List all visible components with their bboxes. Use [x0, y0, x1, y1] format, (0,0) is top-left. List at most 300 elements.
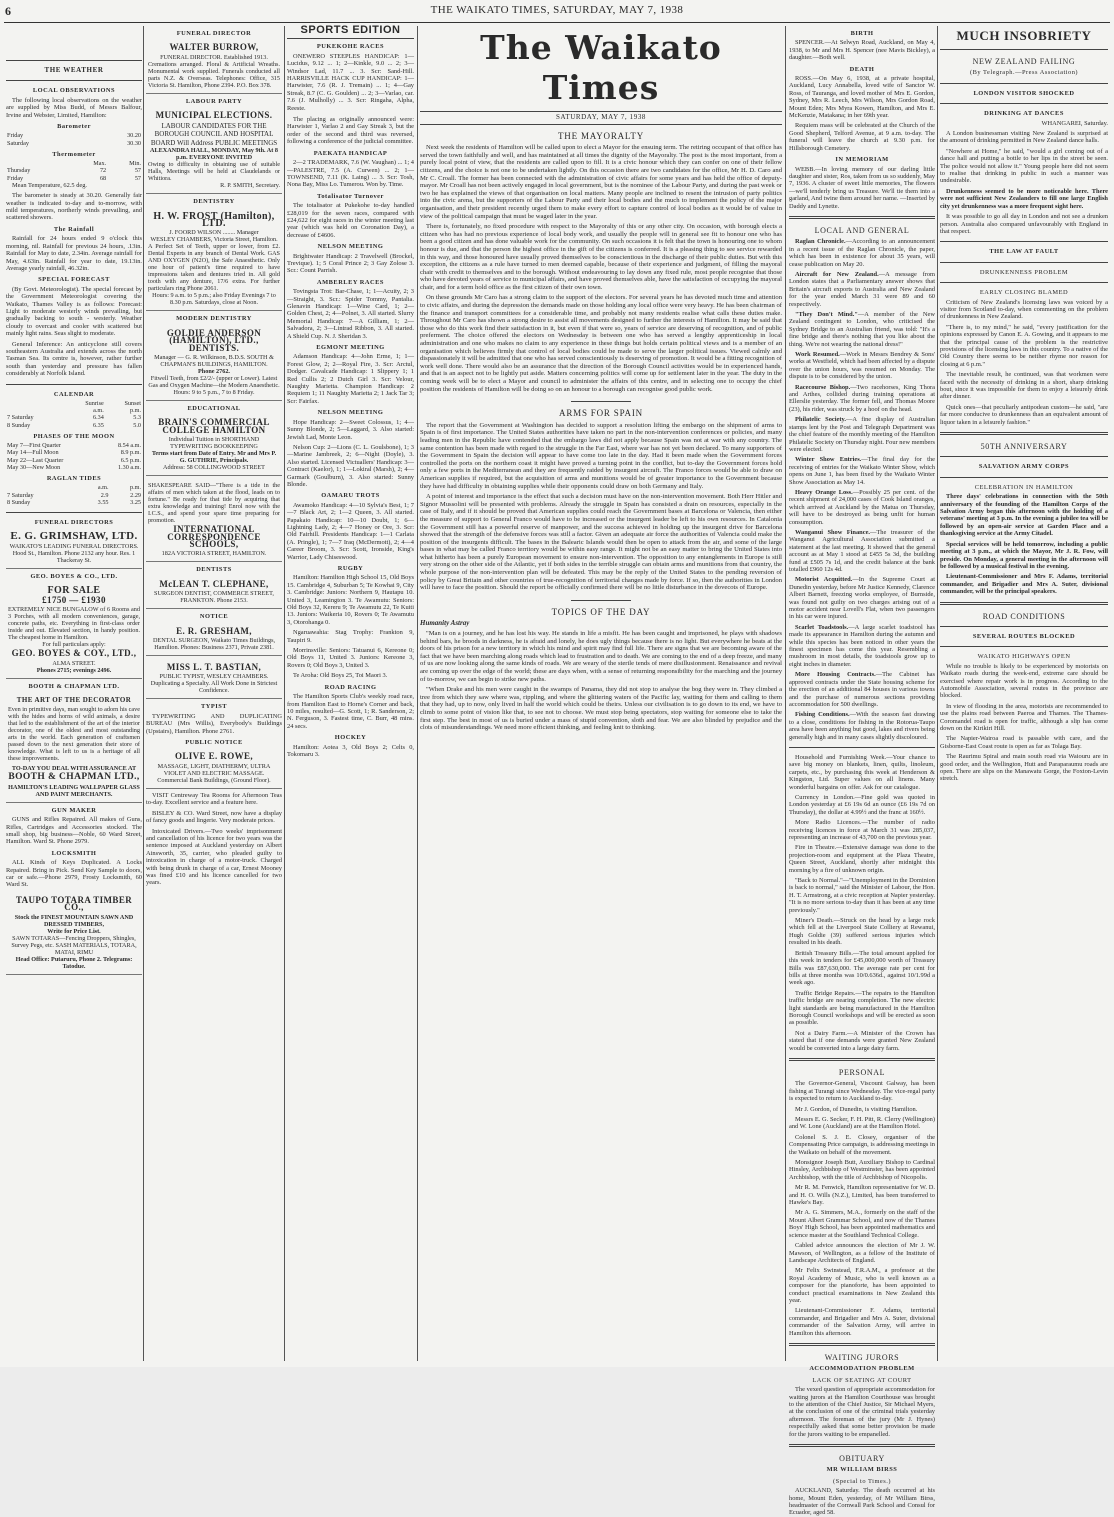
local-item-lead: Philatelic Society.	[795, 416, 846, 424]
table-cell: 2.29	[130, 491, 141, 499]
jurors-subheading: ACCOMMODATION PROBLEM	[809, 1365, 915, 1373]
road-paragraph: The Raurimu Spiral and main south road via Waiouru are in good order, and the Wellington, Hutt and Paraparaumu roads are open. There are slips on the Manawatu Gorge, the Foxton-Levin stretch.	[940, 753, 1108, 783]
divider	[6, 80, 142, 81]
pukekohe-heading: PUKEKOHE RACES	[316, 43, 385, 51]
divider	[940, 262, 1108, 263]
divider	[6, 384, 142, 385]
personal-paragraph: Mr J. Gordon, of Dunedin, is visiting Hamilton.	[795, 1105, 918, 1113]
celebration-heading: CELEBRATION IN HAMILTON	[974, 483, 1074, 491]
local-item-lead: Scarlet Toadstools.	[795, 623, 849, 631]
table-row	[6, 457, 142, 464]
tides-heading: RAGLAN TIDES	[46, 475, 102, 483]
te-aroha-results: Te Aroha: Old Boys 25, Toi Maori 3.	[293, 672, 388, 680]
jurors-heading: WAITING JURORS	[824, 1352, 900, 1362]
table-row	[6, 400, 142, 407]
rowe-text: MASSAGE, LIGHT, DIATHERMY, ULTRA VIOLET AND ELECTRIC MASSAGE. Commercial Bank Buildings, (Ground Floor).	[157, 762, 271, 784]
local-item-text: —In the Supreme Court at Dunedin yesterday, before Mr Justice Kennedy, Clarence Albert Barnett, freezing works employee, of Burnside, was found not guilty on two charges arising out of a motor accident near Lovell's Flat, when two passengers in his car were injured.	[789, 576, 935, 621]
table-cell: Friday	[7, 174, 24, 182]
local-item	[789, 271, 935, 308]
routes-blocked-heading: SEVERAL ROUTES BLOCKED	[972, 632, 1076, 640]
local-item-lead: Fishing Conditions.	[795, 711, 850, 719]
egmont-results: Adamson Handicap: 4—John Erme, 1; 1—Forest Glow, 2; 2—Royal Fire, 3. Scr: Arctul, Dodger. Cavalcade Handicap: 1 Slippery 1; 1 Red Cullis 2; 2 Dutch Girl 3. Scr: Velour, Naughty Marietta. Champion Handicap: 2 Requiem 1; 11 Naughty Marietta 2; 1 Jack Tar 3; Scr: Fairfax.	[287, 353, 414, 405]
local-item-lead: Winter Show Entries.	[795, 456, 862, 464]
thermometer-table	[6, 160, 142, 182]
table-row	[6, 167, 142, 174]
tides-table	[6, 484, 142, 506]
column-rule	[937, 26, 938, 1361]
local-item-lead: Heavy Orange Loss.	[795, 488, 853, 496]
nelson-meeting-heading: NELSON MEETING	[317, 409, 384, 417]
table-cell: 68	[99, 174, 107, 182]
municipal-note: Owing to difficulty in obtaining use of suitable Halls, Meetings will be held at Claudelands or Whitiora.	[148, 161, 280, 183]
amberley-heading: AMBERLEY RACES	[317, 278, 384, 286]
burrow-ad	[146, 39, 282, 93]
table-cell: 5.3	[133, 414, 141, 422]
table-cell: May 7—First Quarter	[7, 442, 61, 450]
column-header: Sunset	[124, 400, 141, 408]
table-cell: 5.0	[133, 421, 141, 429]
currency-item: Currency in London.—Fine gold was quoted in London yesterday at £6 19s 6d an ounce (£6 19s 7d on Thursday), the dollar at 4.99½ and the franc at 160½.	[789, 793, 935, 816]
road-racing-text: The Hamilton Sports Club's weekly road race, from Hamilton East to Horne's Corner and back, 10 miles, resulted—G. Scott, 1; R. Sanderson, 2; N. Ferguson, 3. Fastest time, C. Burr, 48 mins. 24 secs.	[287, 693, 414, 730]
divider	[6, 512, 142, 513]
table-row	[6, 414, 142, 421]
grimshaw-ad	[6, 528, 142, 568]
local-item	[789, 351, 935, 381]
personal-paragraph: Lieutenant-Commissioner F. Adams, territorial commander, and Brigadier and Mrs A. Suter, divisional commander of the Salvation Army, will arrive in Hamilton this afternoon.	[789, 1307, 935, 1337]
table-cell: May 30—New Moon	[7, 463, 61, 471]
fire-item: Fire in Theatre.—Extensive damage was done to the projection-room and equipment at the Plaza Theatre, Queen Street, Auckland, shortly after midnight this morning by a fire of unknown origin.	[789, 844, 935, 874]
table-cell: 30.20	[127, 132, 141, 140]
mayoralty-heading: THE MAYORALTY	[558, 130, 644, 141]
municipal-title: MUNICIPAL ELECTIONS.	[155, 110, 273, 121]
local-item-text: —The Cabinet has approved contracts under the State housing scheme for the erection of an additional 84 houses in various towns and the purchase of numerous sections providing accommodation for 500 dwellings.	[789, 671, 935, 708]
divider	[940, 241, 1108, 242]
road-paragraph: In view of flooding in the area, motorists are recommended to use the plains road between Paeroa and Thames. The Thames-Coromandel road is open for traffic, although a slip has come down on the Kirikiri Hill.	[940, 702, 1108, 732]
column-sports	[287, 26, 414, 1361]
road-conditions-heading: ROAD CONDITIONS	[982, 611, 1066, 621]
general-inference-text: General Inference: An anticyclone still covers southeastern Australia and extends across the north Tasman Sea. Its centre is, however, rather further south than yesterday and pressure has fallen considerably at Norfolk Island.	[6, 340, 142, 378]
thermometer-label: Thermometer	[52, 150, 96, 158]
divider	[571, 401, 631, 402]
morrinsville-results: Morrinsville: Seniors: Tatuanui 6, Kereone 0; Old Boys 11, United 3. Juniors: Kereone 3, Rovers 0; Old Boys 3, United 3.	[287, 647, 414, 669]
table-row	[6, 449, 142, 456]
failing-heading: NEW ZEALAND FAILING	[972, 57, 1076, 66]
grimshaw-name: E. G. GRIMSHAW, LTD.	[10, 530, 138, 543]
personal-paragraph: Mr R. M. Fenwick, Hamilton representative for W. D. and H. O. Wills (N.Z.), Limited, has been transferred to Hawke's Bay.	[789, 1184, 935, 1207]
typist-heading: TYPIST	[200, 703, 228, 711]
right-stack	[940, 28, 1108, 783]
column-header: a.m.	[93, 407, 104, 415]
local-item-lead: Wanganui Show Finance.	[795, 528, 871, 536]
local-item-lead: Aircraft for New Zealand.	[795, 270, 879, 278]
municipal-text: LABOUR CANDIDATES FOR THE BOROUGH COUNCIL AND HOSPITAL BOARD Will Address PUBLIC MEETINGS	[150, 121, 278, 147]
gresham-text: DENTAL SURGEON, Waikato Times Buildings, Hamilton. Phones: Business 2371, Private 2381.	[152, 637, 276, 652]
death-notice: ROSS.—On May 6, 1938, at a private hospital, Auckland, Lucy Annabella, loved wife of Sanctor W. Ross, of Tauranga, and loved mother of Mrs E. Gordon, Sydney, Mrs R. Leech, Mrs Wilson, Mrs Gordon Road, Mount Eden; Mrs Myra Kowen, Hamilton, and Mrs E. McKenzie, Matakana; in her 69th year.	[789, 75, 935, 120]
obituary-special: (Special to Times.)	[833, 1477, 891, 1485]
barometer-table	[6, 132, 142, 146]
divider	[571, 600, 631, 601]
shakespeare-text: SHAKESPEARE SAID—"There is a tide in the affairs of men which taken at the flood, leads on to fortune." Be ready for that tide by acquiring that extra knowledge and training! Enrol now with the I.C.S., and spend your spare time preparing for promotion.	[148, 482, 280, 525]
divider	[940, 646, 1108, 647]
forecast-text: (By Govt. Meteorologist). The special forecast by the Government Meteorologist covering the Waikato, Thames Valley is as follows: Forecast: Light to moderate westerly winds prevailing, but gradually backing to south - westerly. Weather cloudy to overcast and cooler with scattered but mainly light rains. Seas slight to moderate.	[6, 285, 142, 338]
burrow-subtitle: FUNERAL DIRECTOR. Established 1913.	[160, 53, 268, 61]
column-header: p.m.	[129, 484, 141, 492]
gresham-name: E. R. GRESHAM,	[176, 625, 252, 636]
clephane-name: McLEAN T. CLEPHANE,	[159, 578, 269, 589]
jurors-text: The vexed question of appropriate accommodation for waiting jurors at the Hamilton Courthouse was brought to the attention of the Chief Justice, Sir Michael Myers, at the conclusion of one of the criminal trials yesterday afternoon. The foreman of the jury (Mr J. Hynes) respectfully asked that some better provision be made for the jurors waiting to be empanelled.	[789, 1386, 935, 1438]
failing-byline: (By Telegraph.—Press Association)	[969, 69, 1079, 77]
table-cell: Saturday	[7, 139, 29, 147]
local-item-text: —Possibly 25 per cent. of the recent shipment of 24,000 cases of Cook Island oranges, which arrived at Auckland by the Matua on Thursday, will have to be destroyed as being unfit for human consumption.	[789, 488, 935, 526]
dances-paragraph: "Nowhere at Home," he said, "would a girl coming out of a dance hall and putting a bottle to her lips in the street be seen. The police would not allow it." Young people here did not seem to realise that drinking in public in such a manner was undesirable.	[940, 147, 1108, 185]
table-cell: 30.30	[127, 139, 141, 147]
rainfall-text: Rainfall for 24 hours ended 9 o'clock this morning, nil. Rainfall for previous 24 hours, .13in. Rainfall for May to date, 2.34in. Average rainfall for May, 4.63in. Rainfall for year to date, 19.13in. Average yearly rainfall, 46.32in.	[6, 235, 142, 272]
table-cell: Thursday	[7, 167, 31, 175]
dances-heading: DRINKING AT DANCES	[984, 110, 1064, 118]
educational-heading: EDUCATIONAL	[187, 404, 241, 412]
birth-heading: BIRTH	[850, 30, 874, 37]
for-sale-price: £1750 — £1930	[42, 594, 106, 605]
divider	[940, 456, 1108, 457]
table-cell: May 14—Full Moon	[7, 449, 59, 457]
mayoralty-paragraph: Next week the residents of Hamilton will be called upon to elect a Mayor for the ensuing term. The retiring occupant of that office has served the town faithfully and well, and has maintained at all times the dignity of the Mayoralty. The post is the most important, from a purely local point of view, that the residents are called upon to fill. It is a civic honour which they can confer on one of their fellow citizens, and the choice is not one to be undertaken lightly. On this occasion there are two candidates for the office, Mr H. D. Caro and Mr C. Croall. The former has been connected with the administration of civic affairs for some years and has held the office of deputy-mayor. Mr Croall has not been actively engaged in local government, but is the nominee of the Labour Party, and during the past week or two he has explained the views of that organisation on local matters. Many people are inclined to resent the intrusion of party politics into the civic arena, but the supporters of the Labour Party and their local bodies and the much to implement the policy of the major organisation, and their president recently urged them to make every effort to capture control of local bodies as it would be of value in view of the political campaign that must be waged later in the year.	[420, 144, 782, 220]
death-heading: DEATH	[849, 65, 875, 73]
local-item-lead: Racecourse Bishop.	[795, 383, 851, 391]
topics-paragraph: "Man is on a journey, and he has lost his way. He stands in life a misfit. He has been caught and imprisoned, he plays with shadows behind bars, he broods in darkness, he is afraid and lonely, he does ugly things because there is no light. But everywhere he beats at the doors of his prison for a new territory in which his mind and spirit may find full life. There are signs that we are becoming aware of the fact that we have been marching along roads which lead to frustration and to death. We are coming to the end of a deep freeze, and many of us are now looking along the same kinds of roads. We are weary of the sterile tends of mere disillusionment. Renaissance and revival are coming up over the edge of the world; these are days when, with a sense of returning responsibility for the marching and the journey of to-morrow, we can begin to strike new paths.	[420, 630, 782, 683]
column-header: Sunrise	[85, 400, 104, 408]
egmont-heading: EGMONT MEETING	[316, 344, 385, 352]
death-service: Requiem mass will be celebrated at the Church of the Good Shepherd, Telford Avenue, at 9 a.m. to-day. The funeral will leave the church at 9.30 p.m. for Hillsborough Cemetery.	[789, 122, 935, 152]
local-item-text: —Two racehorses, King Thora and Arthes, collided during training operations at Ellerslie yesterday. The former fell, and Thomas Moore (23), his rider, was struck by a hoof on the head.	[789, 383, 935, 413]
mayoralty-paragraph: There is, fortunately, no fixed procedure with respect to the Mayoralty of this or any other city. On occasion, with borough elects a citizen who has had no previous experience of local body work, and usually the people will in general see fit to honour one who has been a good citizen and has done valuable work for the community. On such occasions it is felt that the town is honouring one to whom honour is due, and that the person the highest office in the gift of the citizens is conferred. It is a pleasing thing to see service rewarded in this way, and those honoured have usually proved themselves to be conscientious in the discharge of their public duties. But with this exception, the citizens as a rule have turned to men deemed capable, because of their experience and judgment, of filling the mayoral chair with credit to themselves and to the borough. Without endeavouring to lay down any fixed rule, most people recognise that those who have devoted years of service to municipal affairs, and have proved themselves able, have the satisfaction of occupying the mayoral chair, and for a term hold office as the first citizen of their own town.	[420, 223, 782, 291]
masthead: The Waikato Times	[480, 28, 722, 107]
obituary-name: MR WILLIAM BIRSS	[826, 1466, 898, 1474]
frost-name: H. W. FROST (Hamilton), LTD.	[153, 210, 275, 229]
rowe-name: OLIVE E. ROWE,	[174, 751, 254, 762]
table-cell: 72	[99, 167, 107, 175]
closing-heading: EARLY CLOSING BLAMED	[979, 289, 1069, 297]
divider	[940, 49, 1108, 50]
burrow-name: WALTER BURROW,	[169, 42, 259, 53]
jurors-subheading-2: LACK OF SEATING AT COURT	[812, 1376, 912, 1384]
locksmith-text: ALL Kinds of Keys Duplicated. A Locks Repaired. Bring in Pick. Send Key Sample to doors, car or safe.—Phone 2979, Frosty Locksmith, 60 Ward St.	[6, 859, 142, 889]
anniversary-paragraph: Special services will be held tomorrow, including a public meeting at 3 p.m., at which the Mayor, Mr J. R. Fow, will preside. On Monday, a general meeting in the afternoon will be followed by a musical festival in the evening.	[940, 540, 1108, 570]
intoxicated-drivers-text: Intoxicated Drivers.—Two weeks' imprisonment and cancellation of his licence for two years was the sentence imposed at Auckland yesterday on Albert Ainsworth, 35, carrier, who pleaded guilty to intoxication in charge of a motor-truck. Charged with being drunk in charge of a car, Ernest Mooney was fined £10 and his licence cancelled for two years.	[146, 827, 282, 887]
frost-manager: J. FOORD WILSON ........ Manager	[169, 229, 259, 237]
frost-ad	[146, 208, 282, 312]
ics-address: 182A VICTORIA STREET, HAMILTON.	[161, 550, 267, 558]
brain-text: Individual Tuition in SHORTHAND TYPEWRITING BOOKKEEPING	[168, 436, 260, 451]
paekata-results: 2—2 TRADEMARK, 7.6 (W. Vaughan) ... 1; 4—PALESTRE, 7.5 (A. Curwen) ... 2; 1—TOWNSEND, 7.11 (K. Laing) ... 3. Scr: Tosh, Nona Bay, Miss Lo. Tumerou. Won by. Time.	[287, 159, 414, 189]
divider	[789, 747, 935, 748]
gun-maker-text: GUNS and Rifles Repaired. All makes of Guns, Rifles, Cartridges and Accessories stocked. The small shop, big business—Noble, 60 Ward Street, Hamilton. Ward St. Phone 2979.	[6, 816, 142, 846]
drunkenness-heading: DRUNKENNESS PROBLEM	[979, 268, 1069, 276]
divider	[789, 216, 935, 219]
moon-table	[6, 442, 142, 471]
decorator-call: TO-DAY YOU DEAL WITH ASSURANCE AT	[11, 765, 137, 773]
local-item	[789, 384, 935, 414]
local-item-text: —With the season fast drawing to a close, conditions for fishing in the Rotorua-Taupo area have been anything but good, lakes and rivers being generally high and in many cases slightly discoloured.	[789, 711, 935, 741]
table-row	[6, 464, 142, 471]
local-item	[789, 576, 935, 620]
hockey-results: Hamilton: Aotea 3, Old Boys 2; Celts 0, Tokomaru 3.	[287, 743, 414, 758]
personal-paragraph: Cabled advice announces the election of Mr J. W. Mawson, of Wellington, as a fellow of the Institute of Landscape Architects of England.	[789, 1242, 935, 1264]
divider	[940, 282, 1108, 283]
local-item	[789, 311, 935, 348]
visit-notice: VISIT Centreway Tea Rooms for Afternoon Teas to-day. Excellent service and a feature here.	[146, 791, 282, 807]
bastian-ad	[146, 659, 282, 699]
for-sale-text: EXTREMELY NICE BUNGALOW of 6 Rooms and 3 Porches, with all modern conveniences, garage, concrete paths, etc. Everything in first-class order inside and out. Elevated section, in handy position. The cheapest home in Hamilton.	[8, 606, 140, 642]
local-item-text: —Work in Messrs Bendrey & Sons' works at Westfield, which had been affected by a dispute over the union hours, was resumed on Monday. The dispute is to be considered by the union.	[789, 351, 936, 381]
header-rule	[4, 22, 1110, 23]
table-cell: 8 Sunday	[7, 498, 31, 506]
locksmith-heading: LOCKSMITH	[51, 849, 97, 857]
column-rule	[417, 26, 418, 1361]
local-item-lead: Work Resumed.	[795, 351, 840, 359]
road-paragraph: While no trouble is likely to be experienced by motorists on Waikato roads during the week-end, extreme care should be exercised where repair work is in progress. According to the Automobile Association, several routes in the province are blocked.	[940, 662, 1108, 700]
column-header: a.m.	[97, 484, 109, 492]
booth-small-heading: BOOTH & CHAPMAN LTD.	[28, 682, 120, 690]
nelson-meeting-results: Hope Handicap: 2—Sweet Colossus, 1; 4—Sunny Blonde, 2; 5—Laggard, 3. Also started: Jewish Lad, Monte Leon.	[287, 418, 414, 441]
local-observations-text: The following local observations on the weather are supplied by Miss Budd, of Messrs Balfour, Irvine and Webster, Limited, Hamilton:	[6, 96, 142, 119]
divider	[940, 83, 1108, 84]
table-cell: 3.55	[97, 498, 109, 506]
table-row	[6, 407, 142, 414]
rowe-ad	[146, 748, 282, 788]
oamaru-heading: OAMARU TROTS	[321, 492, 380, 500]
burrow-text: Cremations arranged. Floral & Artificial Wreaths. Monumental work supplied. Funerals conducted all parts N.Z. & Overseas. Telephones: Office, 315 Victoria St. Hamilton, Phone 2394. P.O. Box 378.	[148, 60, 280, 89]
for-sale-ad	[6, 582, 142, 678]
labour-party-heading: LABOUR PARTY	[185, 97, 243, 105]
anniversary-heading: 50TH ANNIVERSARY	[980, 442, 1068, 452]
paekata-heading: PAEKATA HANDICAP	[313, 149, 388, 157]
timber-price-list: Write for Price List.	[47, 927, 101, 935]
local-item-text: —According to an announcement in a recent issue of the Raglan Chronicle, the paper, which has been in existence for about 35 years, will cease publication on May 20.	[789, 238, 935, 268]
municipal-venue: ALEXANDRA HALL, MONDAY, May 9th. At 8 p.m. EVERYONE INVITED	[150, 147, 278, 162]
weather-heading: THE WEATHER	[44, 66, 104, 74]
personal-paragraph: Mr Felix Swinstead, F.R.A.M., a professor at the Royal Academy of Music, who is well known as a composer for the pianoforte, has been appointed to conduct practical examinations in New Zealand this year.	[789, 1267, 935, 1304]
table-cell: 6.34	[92, 414, 104, 422]
table-row	[6, 492, 142, 499]
modern-dentistry-heading: MODERN DENTISTRY	[176, 315, 252, 323]
column-header: Max.	[93, 160, 107, 168]
local-item-text: —A fine display of Australian stamps lent by the Post and Telegraph Department was the chief feature of the monthly meeting of the Hamilton Philatelic Society on Thursday night. Four new members were elected.	[789, 416, 936, 453]
household-notice: Household and Furnishing Week.—Your chance to save big money on blankets, linen, quilts, linoleum, carpets, etc., by purchasing this week at Henderson & Kingston, Ltd. Super values on all linens. Many wonderful bargains on offer. Ask for our catalogue.	[789, 753, 935, 791]
local-item-lead: More Housing Contracts.	[795, 671, 876, 679]
local-item	[789, 671, 935, 708]
radio-item: More Radio Licences.—The number of radio receiving licences in force at March 31 was 285,037, representing an increase of 43,700 on the previous year.	[789, 819, 935, 841]
closing-paragraph: "There is, to my mind," he said, "every justification for the opinions expressed by Canon E. A. Gowing, and it appears to me that the principal cause of the problem is the restrictive provisions of the licensing laws in this country. To a native of the Old Country there seems to be neither rhyme nor reason for closing at 6 p.m."	[940, 323, 1108, 368]
divider	[940, 432, 1108, 435]
miner-item: Miner's Death.—Struck on the head by a large rock which fell at the Liverpool State Colliery at Rewanui, Hugh Goldie (39) suffered serious injuries which resulted in his death.	[789, 917, 935, 947]
road-racing-heading: ROAD RACING	[324, 683, 377, 691]
table-cell: 8 Sunday	[7, 421, 31, 429]
anderson-more: Fitwell Teeth, from £2/2/- (upper or Lower). Latest Gas and Oxygen Machine—the Modern Anaesthetic.	[148, 374, 280, 389]
divider	[789, 1058, 935, 1061]
anniversary-paragraph: Lieutenant-Commissioner and Mrs F. Adams, territorial commander, and Brigadier and Mrs A. Suter, divisional commander, will be the principal speakers.	[940, 573, 1108, 596]
anderson-phone: Phone 2762.	[198, 367, 230, 375]
traffic-item: Traffic Bridge Repairs.—The repairs to the Hamilton traffic bridge are nearing completion. The new electric light standards are being manufactured in the Hamilton Borough Council workshops and will be erected as soon as possible.	[789, 989, 935, 1027]
gun-maker-heading: GUN MAKER	[51, 806, 97, 814]
forecast-heading: SPECIAL FORECAST	[38, 276, 110, 284]
anderson-ad	[146, 325, 282, 401]
personal-paragraph: Mr A. G. Simmers, M.A., formerly on the staff of the Mount Albert Grammar School, and now of the Thames Boys' High School, has been appointed mathematics and science master at the Southland Technical College.	[789, 1209, 935, 1239]
municipal-ad	[146, 107, 282, 194]
frost-text: A Perfect Set of Teeth, upper or lower, from £2. Dental Experts in any branch of Dental Work. GAS AND OXYGEN (N2O), the Safe Anaesthetic. Only one hour of patient's time required to have impressions taken and dentures tried in. All gold tooth with any denture, 17/6 extra. For further particulars ring Phone 2061.	[148, 243, 280, 293]
divider	[940, 626, 1108, 627]
grimshaw-text: WAIKATO'S LEADING FUNERAL DIRECTORS. Hood St., Hamilton. Phone 2132 any hour. Res. 1 Thackeray St.	[9, 542, 139, 564]
hockey-heading: HOCKEY	[334, 734, 367, 742]
visitor-heading: LONDON VISITOR SHOCKED	[973, 89, 1075, 97]
divider	[940, 103, 1108, 104]
column-advertisements	[146, 26, 282, 1361]
obituary-heading: OBITUARY	[839, 1454, 885, 1464]
totalisator-text: The totalisator at Pukekohe to-day handled £28,019 for the seven races, compared with £24,622 for eight races in the winter meeting last year (which was held on Coronation Day), a decrease of £4606.	[287, 202, 414, 239]
divider	[6, 60, 142, 61]
clephane-ad	[146, 576, 282, 609]
bastian-name: MISS L. T. BASTIAN,	[166, 662, 262, 673]
table-row	[6, 132, 142, 139]
insobriety-heading: MUCH INSOBRIETY	[956, 28, 1092, 43]
table-cell: 8.9 p.m.	[120, 449, 141, 457]
local-item-text: —The final day for the receiving of entries for the Waikato Winter Show, which opens on June 1, has been fixed by the Waikato Winter Show Association as May 14.	[789, 456, 935, 486]
booth-tagline: HAMILTON'S LEADING WALLPAPER GLASS AND PAINT MERCHANTS.	[8, 783, 140, 798]
divider	[940, 602, 1108, 605]
local-item	[789, 624, 935, 668]
column-weather	[6, 26, 142, 1361]
calendar-heading: CALENDAR	[53, 390, 95, 398]
column-rule	[284, 26, 285, 1361]
amberley-results: Tovingsta Trot: Bar-Chase, 1; 1—Acuity, 2; 3—Straight, 3. Scr.: Spider Tommy, Pantalia. Glenavin Handicap: 1—Wine Card, 1; 2—Golden Chest, 2; 4—Polnet, 3. All started. Slurry Memorial Handicap: 7—A Gilliam, 1; 2—Salvadora, 2; 3—Lintrad Ribbon, 3. All started. A Shield Cup. N. J. Sheridan 3.	[287, 288, 414, 340]
booth-name: BOOTH & CHAPMAN LTD.,	[8, 772, 140, 783]
table-cell: 8.54 a.m.	[117, 442, 141, 450]
divider	[940, 477, 1108, 478]
mean-temperature: Mean Temperature, 62.5 deg.	[12, 181, 88, 189]
bastian-text: PUBLIC TYPIST, WESLEY CHAMBERS. Duplicating a Specialty. All Work Done in Strictest Confidence.	[150, 673, 278, 695]
brain-college-ad	[146, 414, 282, 476]
local-item	[789, 456, 935, 486]
for-sale-heading: FOR SALE	[47, 585, 101, 597]
nelson-results: Brightwater Handicap: 2 Travelwell (Brockel, Trevique). 1; 5 Coral Prince 2; 3 Gay Zolose 3. Scr.: Count Parrish.	[287, 252, 414, 275]
local-item	[789, 489, 935, 526]
ngaruawahia-results: Ngaruawahia: Stag Trophy: Frankton 9, Taupiri 9.	[287, 629, 414, 644]
decorator-text: Even in primitive days, man sought to adorn his cave with the hides and horns of wild animals, a desire that led to the establishment of the art of the interior decorator, one of the oldest and most outstanding arts in the world. Each generation of craftsmen passed down to the next generation their store of knowledge. What is left to us is a heritage of all these improvements.	[8, 706, 140, 763]
table-cell: 57	[134, 167, 141, 175]
running-title: THE WAIKATO TIMES, SATURDAY, MAY 7, 1938	[430, 4, 684, 16]
local-item-lead: Raglan Chronicle.	[795, 238, 846, 246]
barometer-note: The barometer is steady at 30.20. Generally fair weather is indicated to-day and to-morrow, with mild temperatures, northerly winds prevailing, and scattered showers.	[6, 192, 142, 222]
memoriam-notice: WEBB.—In loving memory of our darling little daughter and sister, Ros, taken from us so suddenly, May 7, 1936. A cluster of sweet little memories, The flowers—we'll tenderly bring us Treasure. We'll tie them into a garland, And twine them around her name. —Inserted by Daddy and Lynette.	[789, 165, 935, 210]
clephane-text: SURGEON DENTIST, COMMERCE STREET, FRANKTON. Phone 2153.	[154, 590, 274, 605]
dances-paragraph: It was possible to go all day in London and not see a drunken person. Australia also compared unfavourably with England in that respect.	[940, 213, 1108, 235]
memoriam-heading: IN MEMORIAM	[835, 156, 889, 164]
nelson-heading: NELSON MEETING	[317, 243, 384, 251]
local-item	[789, 416, 935, 453]
closing-paragraph: Quick ones—that peculiarly antipodean custom—he said, "are far more conducive to drunkenness than an equivalent amount of liquor taken in a leisurely fashion."	[940, 403, 1108, 426]
personal-paragraph: Colonel S. J. E. Closey, organiser of the Compensating Price campaign, is addressing meetings in the Waikato on behalf of the movement.	[789, 1133, 935, 1156]
dances-dateline: WHANGAREI, Saturday.	[1041, 119, 1108, 127]
law-at-fault-heading: THE LAW AT FAULT	[989, 248, 1059, 256]
typist-text: TYPEWRITING AND DUPLICATING BUREAU (Mrs Willis), Everybody's Buildings (Upstairs), Hamilton. Phone 2761.	[146, 712, 282, 735]
closing-paragraph: The inevitable result, he continued, was that workmen were faced with the necessity of drinking in a short, sharp drinking bout, since it was impossible for them to enjoy a leisurely drink after dinner.	[940, 371, 1108, 401]
table-row	[6, 160, 142, 167]
personal-paragraph: Messrs E. G. Secker, F. H. Pitt, R. Clerry (Wellington) and W. Lone (Auckland) are at the Hamilton Hotel.	[789, 1116, 935, 1131]
closing-paragraph: Criticism of New Zealand's licensing laws was voiced by a visitor from Scotland to-day, when commenting on the problem of drunkenness in New Zealand.	[940, 298, 1108, 321]
brain-address: Address: 58 COLLINGWOOD STREET	[163, 464, 265, 472]
column-rule	[143, 26, 144, 1361]
column-header: Min.	[129, 160, 141, 168]
funeral-director-heading: FUNERAL DIRECTOR	[176, 30, 252, 37]
oamaru-results: Awamoko Handicap: 4—10 Sylvia's Best, 1; 7—7 Black Art, 2; 1—2 Queen, 3. All started. Papakaio Handicap: 10—10 Doubt, 1; 6—Lightning Lady, 2; 4—7 Honey or Ore, 3. Scr: Old Fairhill. Presidents Handicap: 1—1 Carlata (A. Pringle), 1; 7—7 Iraq (McDermott), 2; 4—4 Career Broom, 3. Scr: Scott, Ironside, King's Warrior, Lady Chiseswood.	[287, 501, 414, 561]
local-item-text: —A message from London states that a Parliamentary answer shows that Britain's aircraft exports to Australia and New Zealand for the year ended March 31 were 89 and 60 respectively.	[789, 270, 935, 308]
table-cell: 1.30 a.m.	[117, 463, 141, 471]
dentists-heading: DENTISTS	[196, 566, 232, 574]
table-cell: 3.25	[130, 498, 141, 506]
calendar-table	[6, 400, 142, 429]
divider	[287, 38, 414, 39]
rainfall-heading: The Rainfall	[53, 225, 95, 233]
for-sale-apply: For full particulars apply:	[42, 641, 106, 649]
road-paragraph: The Napier-Wairoa road is passable with care, and the Gisborne-East Coast route is open as far as Tolaga Bay.	[940, 735, 1108, 750]
editorial-dateline: SATURDAY, MAY 7, 1938	[420, 111, 782, 125]
table-cell: 6.35	[92, 421, 104, 429]
brain-terms: Terms start from Date of Entry. Mr and Mrs P. G. GUTHRIE, Principals.	[151, 450, 277, 465]
table-cell: Friday	[7, 132, 24, 140]
table-cell: 2.9	[100, 491, 109, 499]
column-header: p.m.	[129, 407, 141, 415]
funeral-directors-heading: FUNERAL DIRECTORS	[34, 519, 114, 527]
boyes-phones: Phones 2715; evenings 2496.	[36, 666, 112, 674]
column-right	[940, 26, 1108, 1361]
treasury-item: British Treasury Bills.—The total amount applied for this week in tenders for £45,000,000 worth of Treasury Bills was £87,630,000. The average rate per cent for bills at three months was 10/0.636d., against 10/1.99d a week ago.	[789, 949, 935, 987]
notice-heading: NOTICE	[199, 613, 229, 621]
decorator-ad	[6, 692, 142, 803]
boyes-address: ALMA STREET.	[52, 659, 96, 667]
brain-name: BRAIN'S COMMERCIAL COLLEGE HAMILTON	[158, 417, 270, 435]
anderson-hours: Hours: 9 to 5 p.m., 7 to 8 Friday.	[173, 388, 255, 396]
salvation-army-heading: SALVATION ARMY CORPS	[978, 463, 1070, 471]
table-row	[6, 175, 142, 182]
table-cell: May 22—Last Quarter	[7, 456, 64, 464]
arms-paragraph: The report that the Government at Washington has decided to support a resolution lifting the embargo on the shipment of arms to Spain is of first importance. The United States authorities have taken no part in the non-intervention conferences or policies, and many leading men in the Republic have contended that the embargo laws did not apply because Spain was not at war with any country. The same contention has been made with regard to the struggle in the Far East, where war has not yet been declared. To many supporters of the Government in Spain the decision will appear to have come too late in the day. Had it been made when the Government forces controlled the ports on the northern coast it might have proved a turning point in the conflict, but to-day the Government forces hold only a few ports in the Mediterranean and they are frequently raided by insurgent aircraft. The Franco forces would be able to draw on American supplies if required, but the acquisition of arms and munitions would be of greater importance to the Government because they have had difficulty in obtaining supplies while their opponents could draw on both Germany and Italy.	[420, 421, 782, 490]
table-row	[6, 499, 142, 506]
page-number: 6	[5, 4, 11, 18]
local-item-text: —A large scarlet toadstool has made its appearance in Hamilton during the autumn and while this species has been noticed in other years the finest specimen has come this year. Resembling a mushroom in most details, the toadstools grow up to eight inches in diameter.	[789, 623, 936, 668]
timber-text: Stock the FINEST MOUNTAIN SAWN AND DRESSED TIMBERS,	[14, 913, 134, 928]
frost-hours: Hours: 9 a.m. to 5 p.m.; also Friday Evenings 7 to 8.30 p.m. Saturdays, close at Noon.	[152, 292, 276, 307]
anniversary-paragraph: Three days' celebrations in connection with the 50th anniversary of the founding of the Hamilton Corps of the Salvation Army began this afternoon with the holding of a veterans' meeting at 3 p.m. In the evening a jubilee tea will be followed by an open-air service at Garden Place and a thanksgiving service at the Army Citadel.	[940, 493, 1108, 538]
mayoralty-paragraph: On these grounds Mr Caro has a strong claim to the support of the electors. For several years he has devoted much time and attention to civic affairs, and during the depression the demands made on those holding any local office were very heavy. He has been chairman of the finance and transport committees for a considerable time, and probably not many residents realise what calls these duties make. Throughout Mr Caro has shown a strong desire to assist all movements designed to further the interests of Hamilton. It may be said that those who do this work find their satisfaction in it, but even if that were so, years of service are deserving of recognition, and of public preferment. The choice offered the electors on Wednesday is between one who has served a lengthy apprenticeship in local administration and one who makes no claim to any experience in these things but holds certain political views and is a member of an organisation which believes firmly that control of local bodies could be made to serve the larger political issues. Viewed calmly and dispassionately it will be admitted that one who has served conscientiously is deserving of promotion. It would be a fitting recognition of work well done. There would also be an assurance that the direction of the Borough Council activities would be in experienced hands, and that is an aspect not to be lightly put aside. Matters concerning politics will come up for settlement later in the year. The duty in the coming week will be to elect a Mayor and council to administer the affairs of this centre, and in selecting one to occupy the chief position the residents of Hamilton will be doing so on an honour to a borough can recognise good public work.	[420, 294, 782, 393]
rugby-results: Hamilton: Hamilton High School 15, Old Boys 15. Cambridge 4, Suburban 5; Te Kowhai 9, City 3. Cambridge: Juniors: Northern 9, Hautapu 10. United 3, Leamington 3. Te Awamutu: Seniors: Old Boys 32, Kereru 9; Te Awamutu 22, Te Kuiti 13. Juniors: Waikeria 10, Rovers 0; Te Awamutu 3, Otorohanga 0.	[287, 574, 414, 626]
boyes-small-heading: GEO. BOYES & CO., LTD.	[30, 572, 118, 580]
anderson-name: GOLDIE ANDERSON (HAMILTON), LTD., DENTISTS.	[166, 327, 262, 353]
timber-name: TAUPO TOTARA TIMBER CO.,	[15, 894, 133, 913]
local-item	[789, 238, 935, 268]
local-item-text: —The treasurer of the Wanganui Agricultural Association submitted a statement at the last meeting. It showed that the general account as at May 1 stood at £455 5s 3d, the building fund at £505 7s 1d, and the credit balance at the bank totalled £960 12s 4d.	[789, 528, 935, 573]
arms-for-spain-heading: ARMS FOR SPAIN	[559, 408, 643, 419]
column-editorial	[420, 26, 782, 1361]
table-row	[6, 484, 142, 491]
gresham-ad	[146, 623, 282, 656]
topics-heading: TOPICS OF THE DAY	[551, 606, 651, 617]
municipal-signature: R. P. SMITH, Secretary.	[220, 182, 280, 190]
local-item	[789, 711, 935, 741]
obituary-text: AUCKLAND, Saturday. The death occurred at his home, Mount Eden, yesterday, of Mr William Birss, headmaster of the Cornwall Park School and Consul for Ecuador, aged 58.	[789, 1487, 935, 1517]
rugby-heading: RUGBY	[337, 565, 364, 572]
topics-paragraph: "When Drake and his men were caught in the swamps of Panama, they did not stop to analyse the bog they were in. They climbed a tree from which they saw where was, rippling, and where the glittering waters of the Pacific lay, waiting for them and calling to them that they had, up to now, only lived in half the world which could be theirs. Unless our civilisation is to go down to its end, we have to climb to some point of vision like that, to see not to choose. We must stop being spectators, stop waiting for someone else to take the first step. The best in most of us is buried under a mass of stupid convention, sloth and fear. We are also blinded by prejudice and the clots of misunderstandings. We need more efficient thinking, and feeling knit to thinking.	[420, 686, 782, 732]
local-general-heading: LOCAL AND GENERAL	[814, 225, 910, 235]
public-notice-heading: PUBLIC NOTICE	[185, 739, 243, 747]
